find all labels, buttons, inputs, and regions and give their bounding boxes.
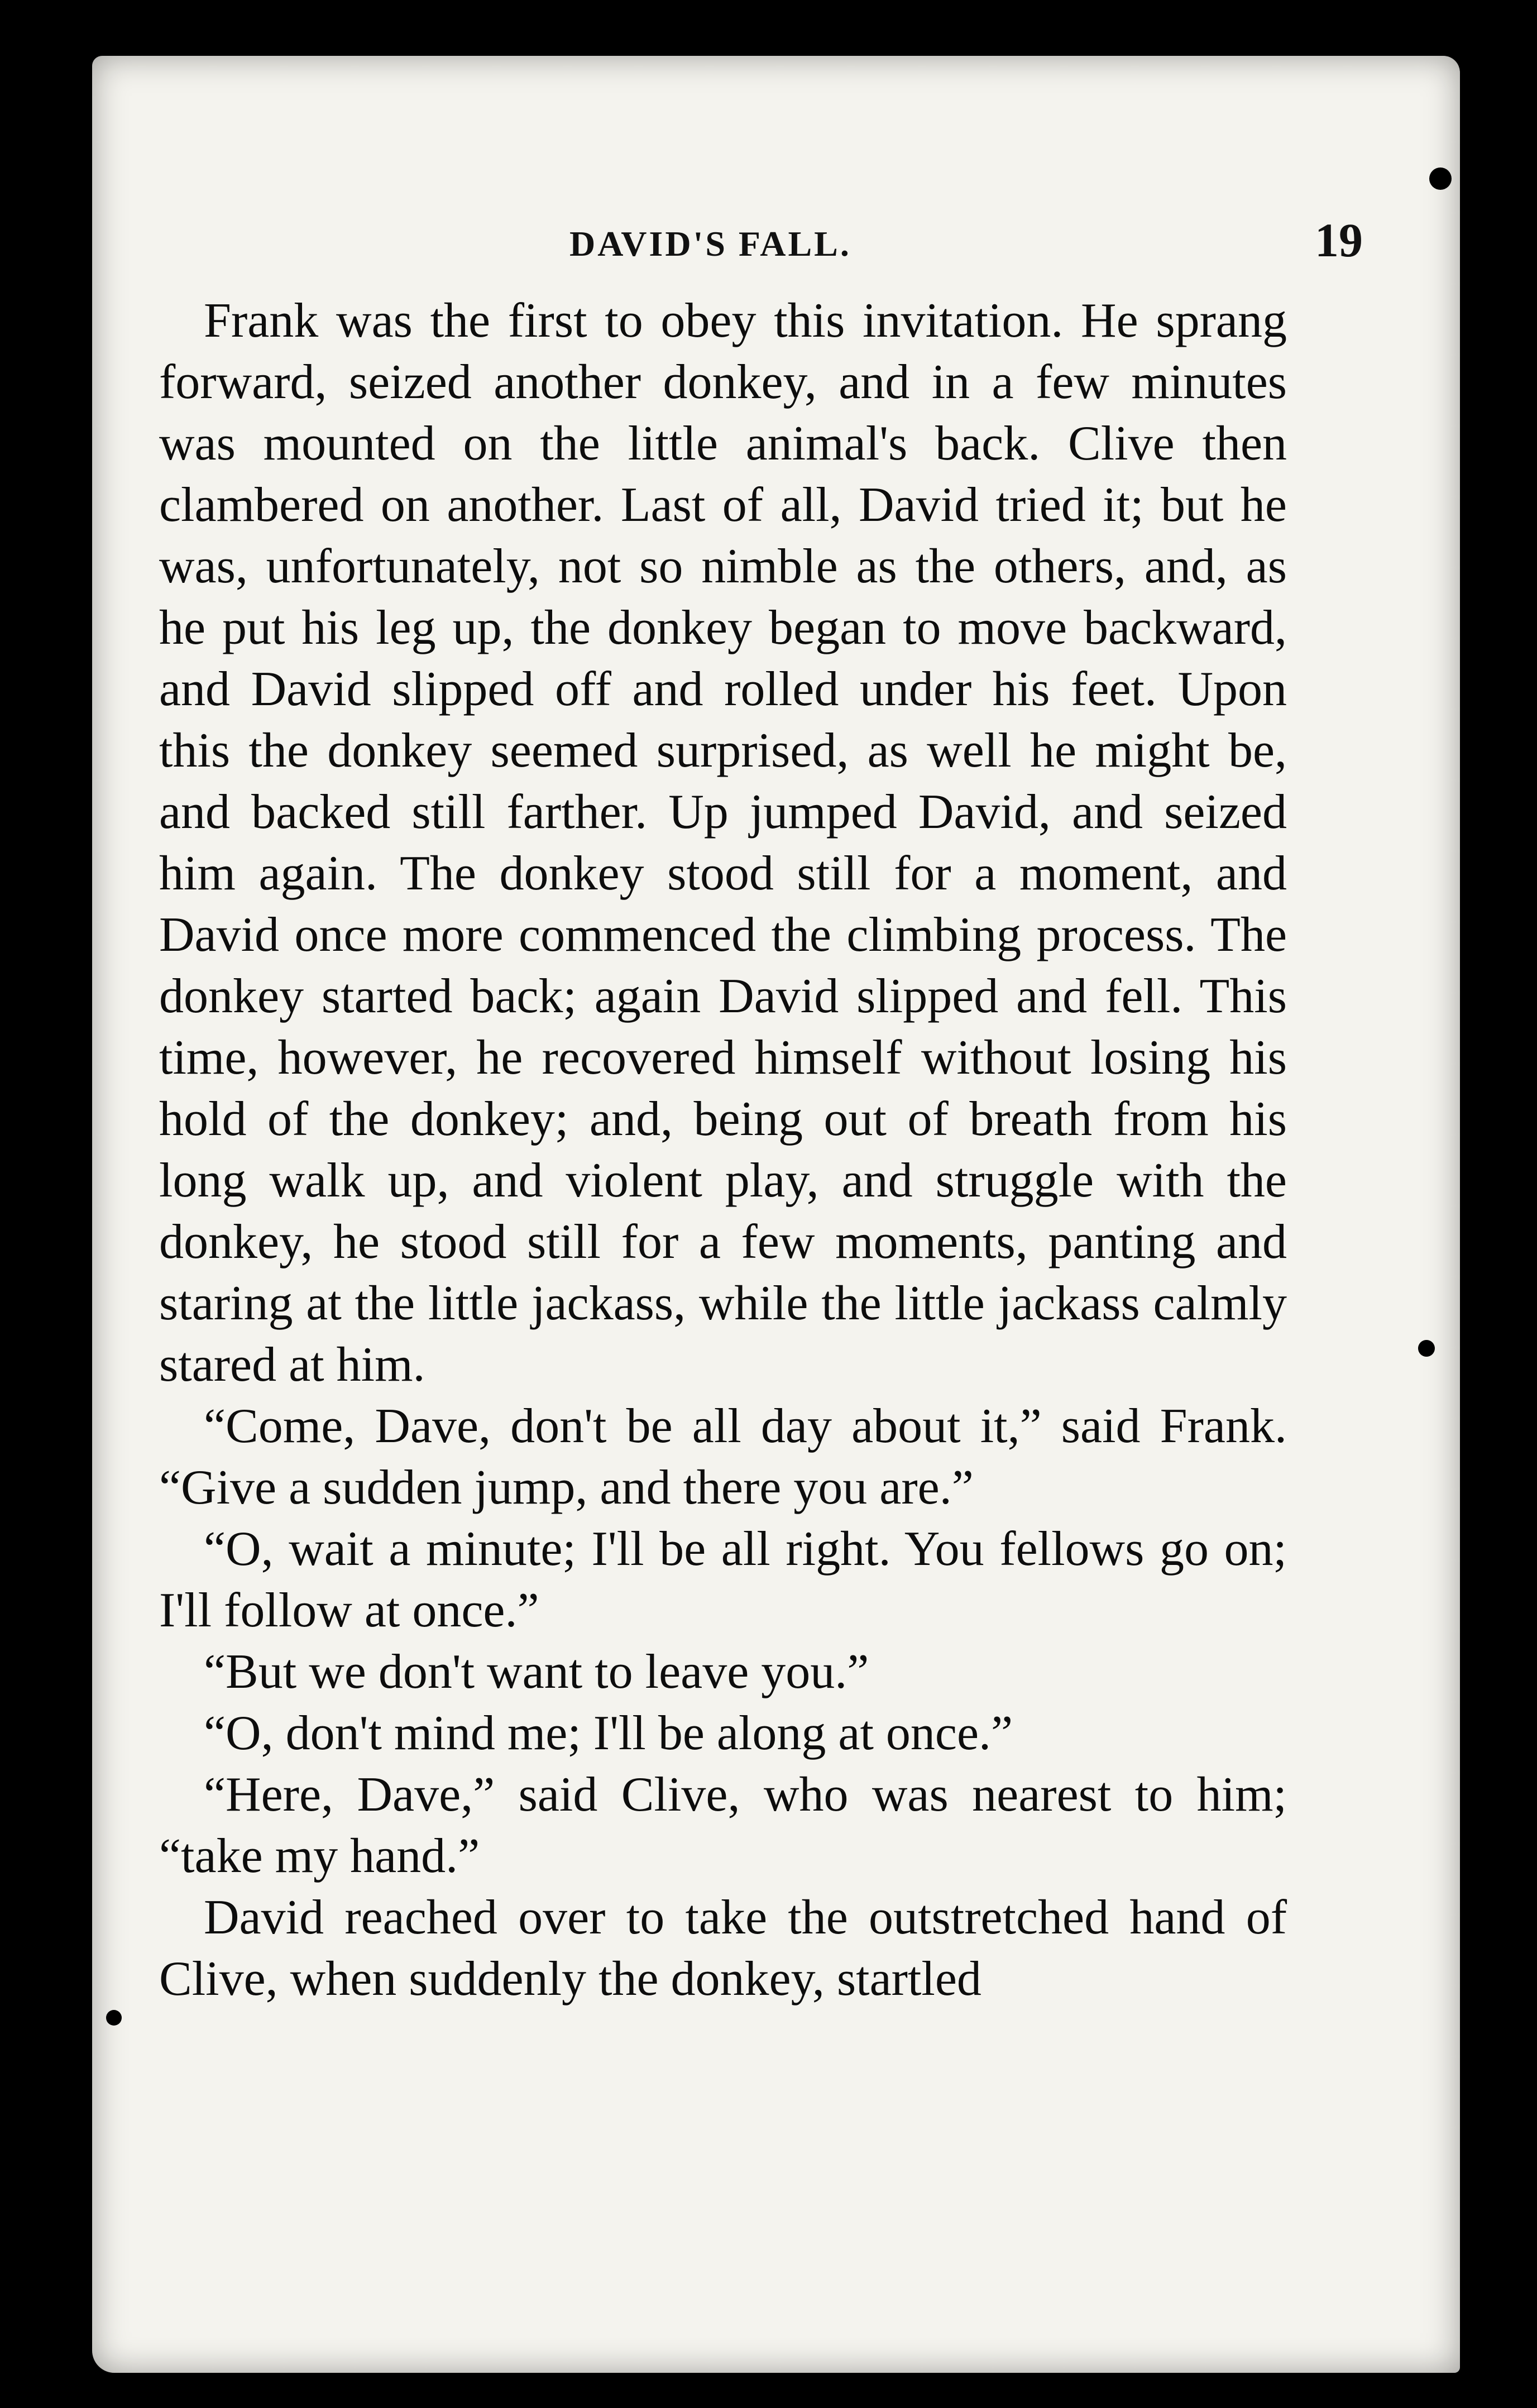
scan-speck	[1418, 1340, 1435, 1357]
running-title: DAVID'S FALL.	[569, 224, 851, 264]
scan-speck	[106, 2010, 122, 2026]
paragraph-2: “Come, Dave, don't be all day about it,” said Frank. “Give a sudden jump, and there you are.”	[159, 1399, 1287, 1515]
page-number: 19	[1315, 213, 1363, 267]
paragraph-7: David reached over to take the outstretched hand of Clive, when suddenly the donkey, startled	[159, 1890, 1287, 2006]
paragraph-6: “Here, Dave,” said Clive, who was nearest to him; “take my hand.”	[159, 1768, 1287, 1883]
book-page	[92, 56, 1460, 2373]
paragraph-4: “But we don't want to leave you.”	[204, 1645, 869, 1699]
paragraph-1: Frank was the first to obey this invitation. He sprang forward, seized another donkey, and in a few minutes was mounted on the little animal's back. Clive then clambered on another. Last of all, David tried it; but he was, unfortunately, not so nimble as the others, and, as he put his leg up, the donkey began to move backward, and David slipped off and rolled under his feet. Upon this the donkey seemed surprised, as well he might be, and backed still farther. Up jumped David, and seized him again. The donkey stood still for a moment, and David once more commenced the climbing process. The donkey started back; again David slipped and fell. This time, however, he recovered himself without losing his hold of the donkey; and, being out of breath from his long walk up, and violent play, and struggle with the donkey, he stood still for a few moments, panting and staring at the little jackass, while the little jackass calmly stared at him.	[159, 294, 1287, 1392]
paragraph-5: “O, don't mind me; I'll be along at once.”	[204, 1706, 1013, 1760]
paragraph-3: “O, wait a minute; I'll be all right. You fellows go on; I'll follow at once.”	[159, 1522, 1287, 1638]
scan-speck	[1429, 167, 1452, 190]
body-text	[159, 290, 1287, 2010]
